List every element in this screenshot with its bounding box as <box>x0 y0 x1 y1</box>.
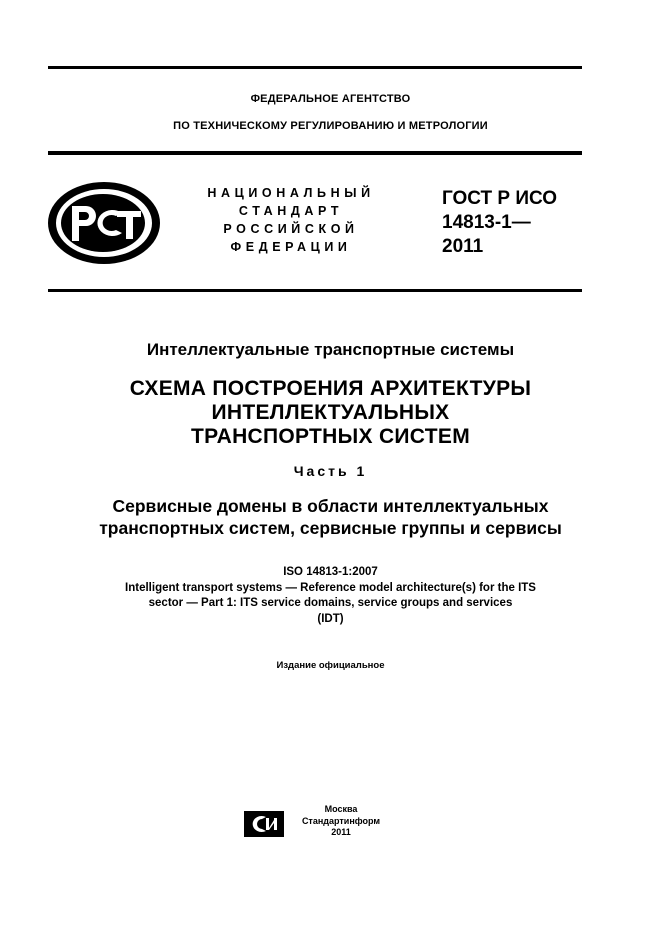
top-rule <box>48 66 582 69</box>
standard-type-line-2: СТАНДАРТ <box>238 204 344 218</box>
iso-reference <box>0 565 661 627</box>
publisher-year: 2011 <box>331 827 351 837</box>
series-title: Интеллектуальные транспортные системы <box>146 340 515 359</box>
agency-line-2: ПО ТЕХНИЧЕСКОМУ РЕГУЛИРОВАНИЮ И МЕТРОЛОГИИ <box>173 120 488 132</box>
main-title-line-2: ИНТЕЛЛЕКТУАЛЬНЫХ <box>211 401 450 424</box>
iso-number: ISO 14813-1:2007 <box>283 566 378 578</box>
standard-type-line-4: ФЕДЕРАЦИИ <box>230 240 352 254</box>
iso-title-line-2: sector — Part 1: ITS service domains, service groups and services <box>148 597 513 609</box>
publisher-block <box>291 804 391 839</box>
standartinform-logo-icon <box>244 809 284 839</box>
designation-block <box>442 187 557 259</box>
standard-type-line-3: РОССИЙСКОЙ <box>223 222 359 236</box>
standard-type-block <box>206 184 376 256</box>
agency-line-1: ФЕДЕРАЛЬНОЕ АГЕНТСТВО <box>250 93 411 105</box>
designation-line-1: ГОСТ Р ИСО <box>442 188 558 209</box>
designation-line-3: 2011 <box>442 236 484 257</box>
main-title-line-1: СХЕМА ПОСТРОЕНИЯ АРХИТЕКТУРЫ <box>129 377 532 400</box>
part-label: Часть 1 <box>293 463 368 479</box>
main-title-line-3: ТРАНСПОРТНЫХ СИСТЕМ <box>191 425 470 448</box>
rst-emblem-icon <box>46 180 162 266</box>
edition-label: Издание официальное <box>276 660 385 671</box>
subtitle <box>0 495 661 539</box>
designation-line-2: 14813-1— <box>442 212 531 233</box>
subtitle-line-2: транспортных систем, сервисные группы и сервисы <box>99 518 562 538</box>
publisher-name: Стандартинформ <box>301 815 381 826</box>
header-rule <box>48 151 582 155</box>
iso-title-line-1: Intelligent transport systems — Reference model architecture(s) for the ITS <box>125 581 536 594</box>
standard-type-line-1: НАЦИОНАЛЬНЫЙ <box>207 186 375 200</box>
main-title <box>0 377 661 449</box>
subtitle-line-1: Сервисные домены в области интеллектуальных <box>112 496 549 516</box>
designation-rule <box>48 289 582 292</box>
publisher-city: Москва <box>324 804 358 814</box>
iso-title-line-3: (IDT) <box>317 612 344 625</box>
